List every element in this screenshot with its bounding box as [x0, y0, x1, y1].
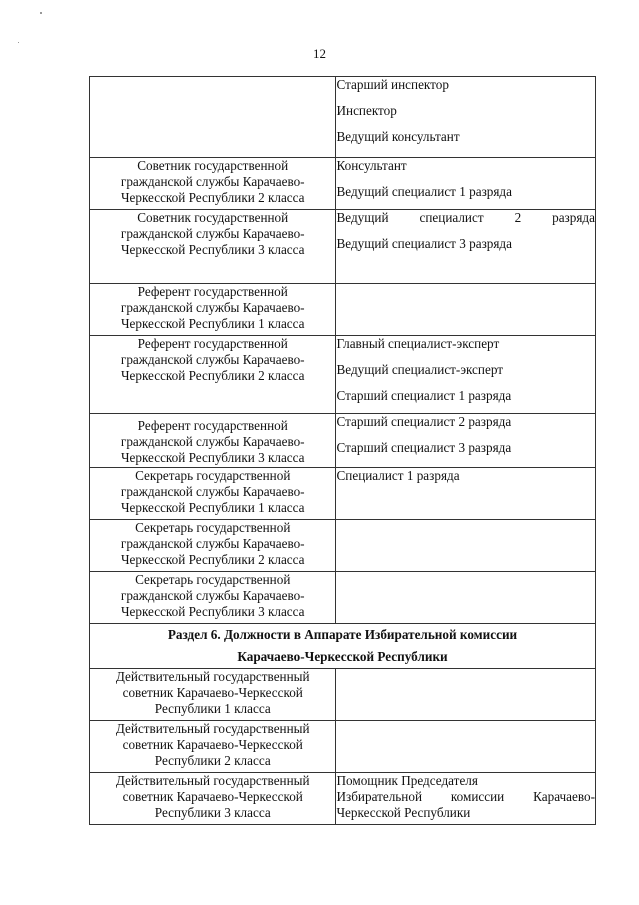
positions-cell — [336, 572, 596, 624]
section-heading — [90, 624, 596, 669]
rank-line: гражданской службы Карачаево- — [120, 226, 305, 241]
section-heading-row — [90, 624, 596, 669]
positions-cell — [336, 158, 596, 210]
rank-cell — [90, 414, 336, 468]
position-word: комиссии — [450, 789, 505, 804]
positions-cell — [336, 210, 596, 284]
rank-line: Черкесской Республики 2 класса — [120, 368, 305, 383]
page-number: 12 — [313, 46, 326, 61]
rank-line: Действительный государственный — [115, 773, 310, 788]
scan-mark — [18, 42, 19, 43]
position-word: специалист — [419, 210, 484, 225]
position-item: Старший специалист 2 разряда — [336, 414, 512, 429]
table-row — [90, 468, 596, 520]
position-item: Специалист 1 разряда — [336, 468, 460, 483]
rank-line: Референт государственной — [137, 336, 288, 351]
scan-mark — [40, 12, 42, 14]
rank-line: Референт государственной — [137, 284, 288, 299]
rank-line: гражданской службы Карачаево- — [120, 352, 305, 367]
positions-cell — [336, 414, 596, 468]
position-item: Черкесской Республики — [336, 805, 471, 820]
rank-line: Черкесской Республики 1 класса — [120, 500, 305, 515]
table-row — [90, 158, 596, 210]
position-item — [336, 210, 595, 226]
rank-line: советник Карачаево-Черкесской — [122, 789, 303, 804]
rank-cell — [90, 158, 336, 210]
positions-cell — [336, 721, 596, 773]
position-item: Старший специалист 1 разряда — [336, 388, 512, 403]
position-item: Помощник Председателя — [336, 773, 478, 788]
section-heading-line: Карачаево-Черкесской Республики — [237, 649, 448, 664]
table-row — [90, 773, 596, 825]
rank-line: Черкесской Республики 3 класса — [120, 242, 305, 257]
rank-cell — [90, 77, 336, 158]
positions-cell — [336, 468, 596, 520]
position-item: Старший специалист 3 разряда — [336, 440, 512, 455]
table-row — [90, 210, 596, 284]
rank-line: Секретарь государственной — [135, 572, 291, 587]
position-word: Карачаево- — [533, 789, 595, 804]
table-row — [90, 721, 596, 773]
rank-line: гражданской службы Карачаево- — [120, 174, 305, 189]
rank-line: Черкесской Республики 2 класса — [120, 190, 305, 205]
rank-line: советник Карачаево-Черкесской — [122, 685, 303, 700]
position-item: Консультант — [336, 158, 407, 173]
section-heading-line: Раздел 6. Должности в Аппарате Избирательной комиссии — [167, 627, 518, 642]
table-row — [90, 336, 596, 414]
position-item: Главный специалист-эксперт — [336, 336, 500, 351]
rank-line: Черкесской Республики 3 класса — [120, 450, 305, 465]
rank-line: Черкесской Республики 2 класса — [120, 552, 305, 567]
position-item — [336, 789, 595, 805]
positions-cell — [336, 669, 596, 721]
positions-cell — [336, 336, 596, 414]
table-row — [90, 284, 596, 336]
rank-cell — [90, 336, 336, 414]
position-word: разряда — [552, 210, 595, 225]
position-word: 2 — [514, 210, 522, 225]
table-row — [90, 414, 596, 468]
rank-line: советник Карачаево-Черкесской — [122, 737, 303, 752]
ranks-positions-table — [89, 76, 596, 825]
position-word: Ведущий — [336, 210, 389, 225]
rank-line: Действительный государственный — [115, 721, 310, 736]
position-item: Ведущий специалист 3 разряда — [336, 236, 512, 251]
rank-line: Советник государственной — [137, 210, 289, 225]
rank-line: Республики 3 класса — [154, 805, 271, 820]
rank-cell — [90, 669, 336, 721]
rank-line: гражданской службы Карачаево- — [120, 300, 305, 315]
rank-line: Секретарь государственной — [135, 468, 291, 483]
position-item: Ведущий консультант — [336, 129, 460, 144]
rank-cell — [90, 284, 336, 336]
rank-line: Республики 1 класса — [154, 701, 271, 716]
position-item: Ведущий специалист 1 разряда — [336, 184, 512, 199]
position-word: Избирательной — [336, 789, 423, 804]
table-row — [90, 669, 596, 721]
table-row — [90, 520, 596, 572]
positions-cell — [336, 773, 596, 825]
rank-line: Советник государственной — [137, 158, 289, 173]
positions-cell — [336, 77, 596, 158]
rank-line: гражданской службы Карачаево- — [120, 434, 305, 449]
position-item: Инспектор — [336, 103, 397, 118]
rank-line: Референт государственной — [137, 418, 288, 433]
rank-line: гражданской службы Карачаево- — [120, 588, 305, 603]
rank-line: Республики 2 класса — [154, 753, 271, 768]
rank-line: Черкесской Республики 3 класса — [120, 604, 305, 619]
rank-line: гражданской службы Карачаево- — [120, 484, 305, 499]
rank-cell — [90, 773, 336, 825]
rank-line: Черкесской Республики 1 класса — [120, 316, 305, 331]
rank-cell — [90, 520, 336, 572]
position-item: Старший инспектор — [336, 77, 449, 92]
positions-cell — [336, 284, 596, 336]
rank-line: Секретарь государственной — [135, 520, 291, 535]
position-item: Ведущий специалист-эксперт — [336, 362, 504, 377]
rank-line: гражданской службы Карачаево- — [120, 536, 305, 551]
rank-cell — [90, 210, 336, 284]
positions-cell — [336, 520, 596, 572]
table-row — [90, 77, 596, 158]
rank-cell — [90, 468, 336, 520]
table-row — [90, 572, 596, 624]
rank-cell — [90, 721, 336, 773]
rank-line: Действительный государственный — [115, 669, 310, 684]
rank-cell — [90, 572, 336, 624]
